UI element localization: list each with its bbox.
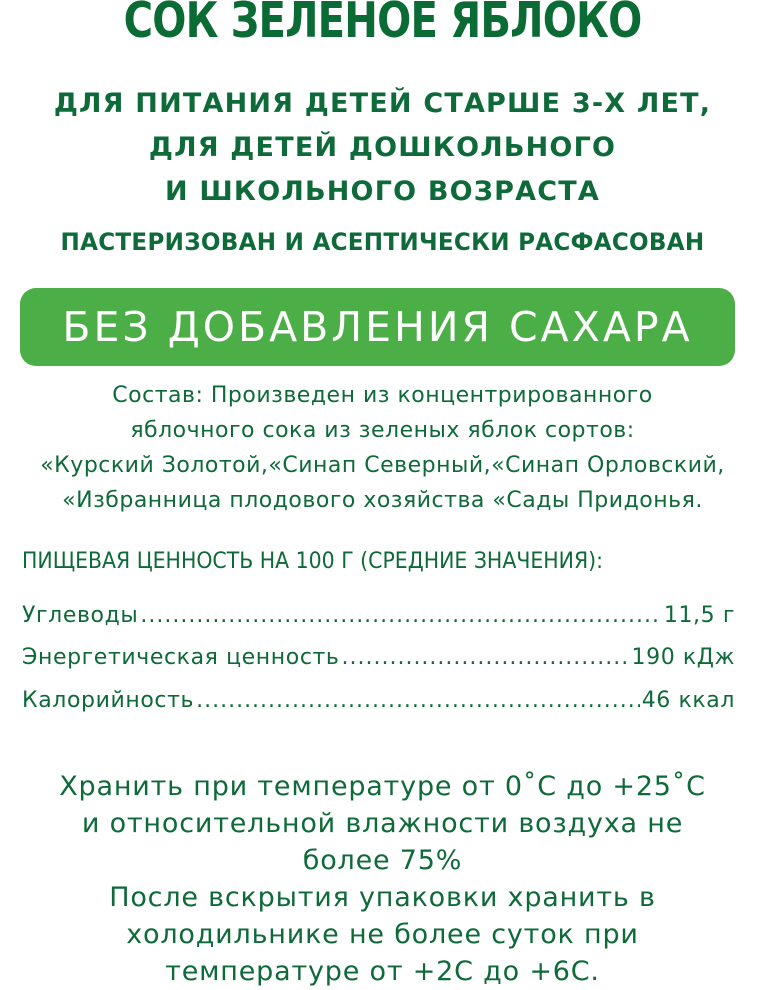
no-sugar-badge [20, 288, 735, 366]
nutrition-row-calories [22, 688, 735, 728]
nutrition-header: ПИЩЕВАЯ ЦЕННОСТЬ НА 100 Г (СРЕДНИЕ ЗНАЧЕНИЯ): [22, 549, 604, 574]
composition-line: Состав: Произведен из концентрированного [112, 383, 653, 408]
composition-line: «Избранница плодового хозяйства «Сады Придонья. [62, 488, 703, 513]
nutrition-value: 11,5 г [663, 603, 735, 628]
storage-instructions [0, 768, 765, 990]
age-description [0, 82, 765, 214]
storage-line: температуре от +2С до +6С. [165, 956, 600, 987]
nutrition-label: Углеводы [22, 603, 139, 628]
dot-leader [140, 603, 661, 628]
storage-line: более 75% [302, 845, 463, 876]
dot-leader [196, 688, 640, 713]
nutrition-row-carbs [22, 603, 735, 643]
age-description-line: ДЛЯ ДЕТЕЙ ДОШКОЛЬНОГО [148, 132, 617, 163]
nutrition-label: Калорийность [22, 688, 195, 713]
storage-line: и относительной влажности воздуха не [81, 808, 684, 839]
dot-leader [342, 645, 630, 670]
age-description-line: И ШКОЛЬНОГО ВОЗРАСТА [164, 176, 600, 207]
storage-line: После вскрытия упаковки хранить в [109, 882, 656, 913]
composition-line: яблочного сока из зеленых яблок сортов: [130, 418, 635, 443]
storage-line: холодильнике не более суток при [126, 919, 639, 950]
product-title: СОК ЗЕЛЕНОЕ ЯБЛОКО [123, 0, 642, 49]
no-sugar-badge-text: БЕЗ ДОБАВЛЕНИЯ САХАРА [62, 303, 693, 351]
nutrition-value: 190 кДж [631, 645, 735, 670]
storage-line: Хранить при температуре от 0˚С до +25˚С [59, 771, 706, 802]
processing-note: ПАСТЕРИЗОВАН И АСЕПТИЧЕСКИ РАСФАСОВАН [60, 228, 705, 256]
composition-line: «Курский Золотой,«Синап Северный,«Синап Орловский, [40, 453, 725, 478]
nutrition-value: 46 ккал [641, 688, 735, 713]
age-description-line: ДЛЯ ПИТАНИЯ ДЕТЕЙ СТАРШЕ 3-Х ЛЕТ, [53, 88, 712, 119]
nutrition-label: Энергетическая ценность [22, 645, 340, 670]
composition-block [0, 378, 765, 518]
nutrition-row-energy [22, 645, 735, 685]
